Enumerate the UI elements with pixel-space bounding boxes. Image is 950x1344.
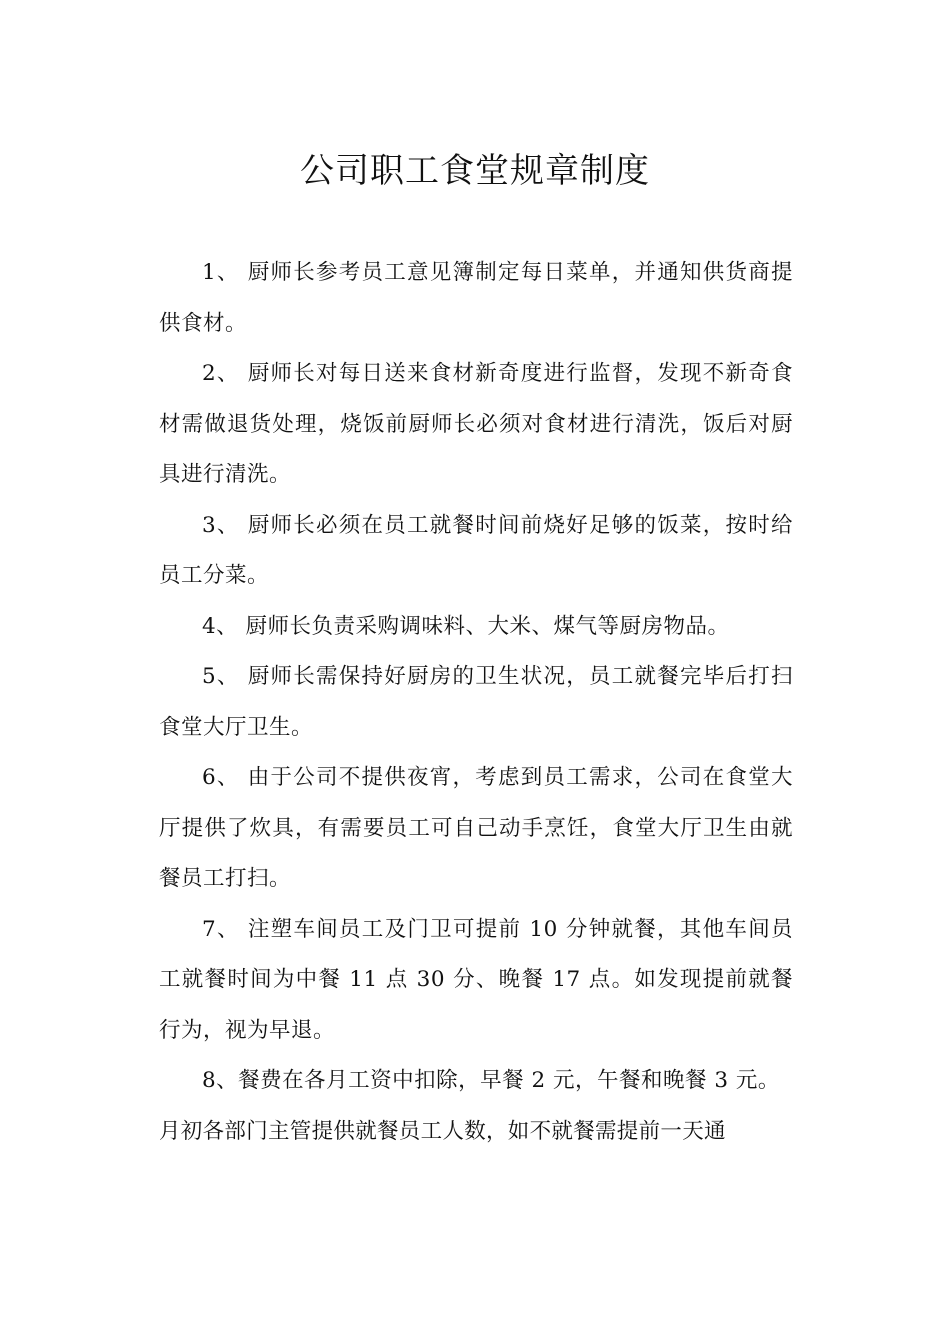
rule-paragraph-1: 1、 厨师长参考员工意见簿制定每日菜单，并通知供货商提供食材。 — [159, 260, 793, 336]
rule-paragraph-8: 8、餐费在各月工资中扣除，早餐 2 元，午餐和晚餐 3 元。 — [202, 1068, 780, 1093]
document-body — [159, 248, 793, 1157]
rule-paragraph-6: 6、 由于公司不提供夜宵，考虑到员工需求，公司在食堂大厅提供了炊具，有需要员工可自己动手烹饪，食堂大厅卫生由就餐员工打扫。 — [159, 765, 793, 891]
rule-paragraph-2: 2、 厨师长对每日送来食材新奇度进行监督，发现不新奇食材需做退货处理，烧饭前厨师长必须对食材进行清洗，饭后对厨具进行清洗。 — [159, 361, 793, 487]
rule-paragraph-5: 5、 厨师长需保持好厨房的卫生状况，员工就餐完毕后打扫食堂大厅卫生。 — [159, 664, 793, 740]
rule-paragraph-8-continuation: 月初各部门主管提供就餐员工人数，如不就餐需提前一天通 — [159, 1118, 726, 1144]
rule-paragraph-3: 3、 厨师长必须在员工就餐时间前烧好足够的饭菜，按时给员工分菜。 — [159, 512, 793, 588]
rule-paragraph-7: 7、 注塑车间员工及门卫可提前 10 分钟就餐，其他车间员工就餐时间为中餐 11 点 30 分、晚餐 17 点。如发现提前就餐行为，视为早退。 — [159, 916, 793, 1043]
page-title: 公司职工食堂规章制度 — [300, 151, 650, 191]
rule-paragraph-4: 4、 厨师长负责采购调味料、大米、煤气等厨房物品。 — [202, 613, 730, 639]
